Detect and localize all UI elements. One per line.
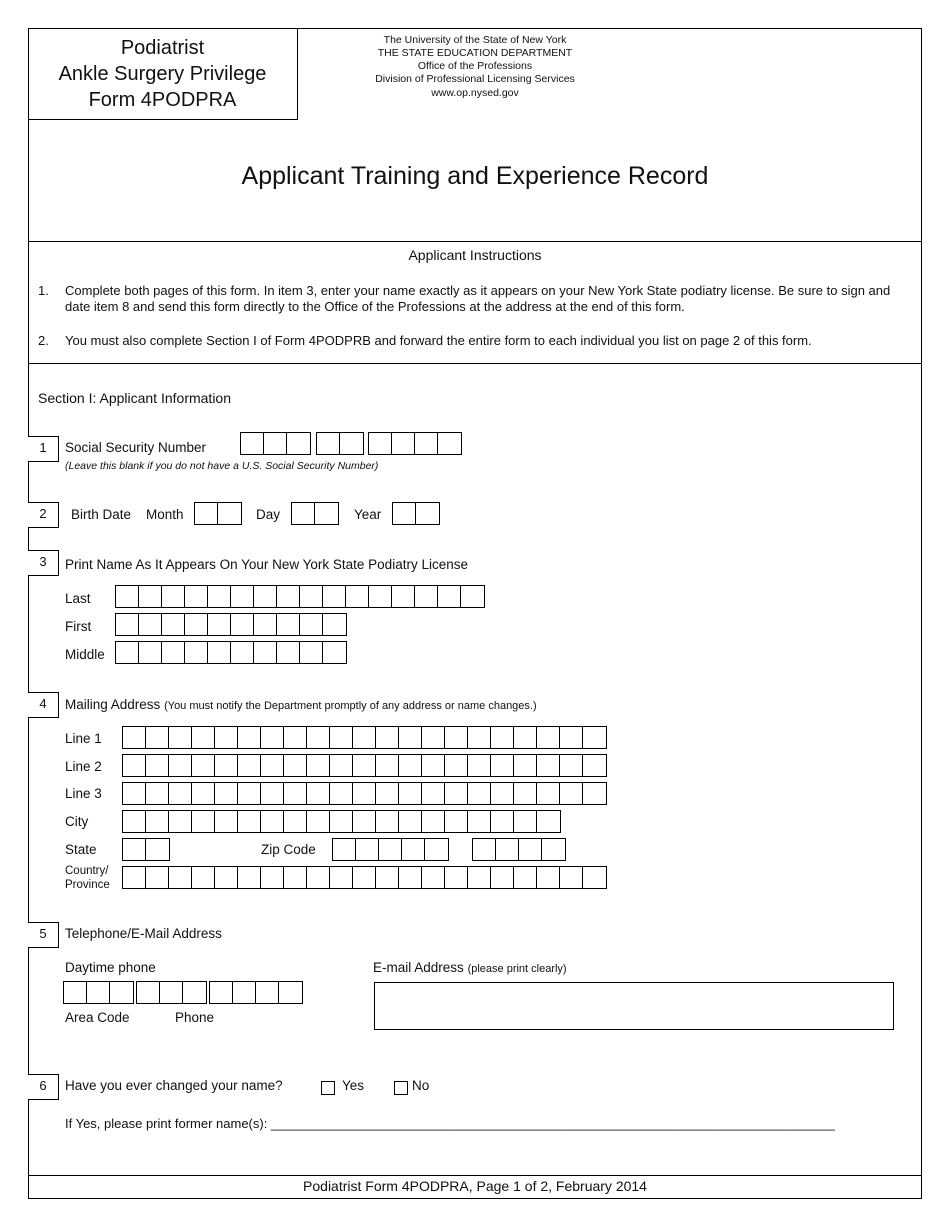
ssn-note: (Leave this blank if you do not have a U.S. Social Security Number)	[65, 460, 379, 472]
page-title: Applicant Training and Experience Record	[241, 162, 709, 190]
mailing-address-title: Mailing Address	[65, 697, 161, 712]
instruction-text: You must also complete Section I of Form 4PODPRB and forward the entire form to each individual you list on page 2 of this form.	[65, 333, 812, 348]
province-label-line: Province	[65, 879, 110, 891]
email-note: (please print clearly)	[467, 963, 567, 975]
ssn-label: Social Security Number	[65, 440, 207, 455]
agency-line: The University of the State of New York	[383, 34, 567, 46]
birth-year-label: Year	[354, 507, 382, 522]
ssn-part-2[interactable]	[316, 432, 364, 455]
area-code-input[interactable]	[63, 981, 134, 1004]
state-input[interactable]	[122, 838, 170, 861]
form-title-box	[28, 28, 298, 120]
city-input[interactable]	[122, 810, 561, 833]
agency-website: www.op.nysed.gov	[431, 87, 519, 99]
agency-line: THE STATE EDUCATION DEPARTMENT	[377, 47, 573, 59]
agency-line: Office of the Professions	[417, 60, 533, 72]
yes-label: Yes	[342, 1078, 365, 1093]
instruction-number: 2.	[38, 333, 49, 348]
yes-checkbox[interactable]	[321, 1081, 335, 1095]
form-title-line-1: Podiatrist	[120, 37, 205, 59]
mailing-address-note: (You must notify the Department promptly of any address or name changes.)	[164, 700, 537, 712]
address-line-1-label: Line 1	[65, 731, 102, 746]
last-name-label: Last	[65, 591, 91, 606]
address-line-2-label: Line 2	[65, 759, 102, 774]
mailing-address-label	[65, 697, 537, 712]
ssn-part-1[interactable]	[240, 432, 311, 455]
former-names-field[interactable]: If Yes, please print former name(s): ______________________________________________________________________________	[65, 1116, 835, 1131]
no-checkbox[interactable]	[394, 1081, 408, 1095]
birth-date-label: Birth Date	[71, 507, 132, 522]
item-number-2: 2	[28, 502, 59, 528]
item-number-1: 1	[28, 436, 59, 462]
instruction-number: 1.	[38, 283, 49, 298]
instruction-item-2	[38, 333, 908, 349]
item-number-3: 3	[28, 550, 59, 576]
email-label	[373, 960, 567, 975]
divider	[28, 241, 922, 242]
address-line-1-input[interactable]	[122, 726, 607, 749]
item-number-4: 4	[28, 692, 59, 718]
form-title-line-3: Form 4PODPRA	[88, 89, 237, 111]
phone-prefix-input[interactable]	[136, 981, 207, 1004]
item-number-6: 6	[28, 1074, 59, 1100]
state-label: State	[65, 842, 97, 857]
first-name-label: First	[65, 619, 92, 634]
zip-input[interactable]	[332, 838, 449, 861]
name-change-question: Have you ever changed your name?	[65, 1078, 283, 1093]
section-title: Section I: Applicant Information	[38, 390, 231, 406]
last-name-input[interactable]	[115, 585, 485, 608]
birth-month-label: Month	[146, 507, 184, 522]
daytime-phone-label: Daytime phone	[65, 960, 156, 975]
divider	[28, 363, 922, 364]
address-line-2-input[interactable]	[122, 754, 607, 777]
email-title: E-mail Address	[373, 960, 464, 975]
email-input[interactable]	[374, 982, 894, 1030]
country-input[interactable]	[122, 866, 607, 889]
middle-name-input[interactable]	[115, 641, 347, 664]
instruction-item-1	[38, 283, 908, 315]
license-name-label: Print Name As It Appears On Your New York State Podiatry License	[65, 557, 468, 572]
area-code-label: Area Code	[65, 1010, 130, 1025]
address-line-3-label: Line 3	[65, 786, 102, 801]
country-label	[65, 864, 110, 892]
phone-line-input[interactable]	[209, 981, 303, 1004]
ssn-part-3[interactable]	[368, 432, 462, 455]
middle-name-label: Middle	[65, 647, 105, 662]
agency-line: Division of Professional Licensing Services	[375, 73, 575, 85]
form-title-line-2: Ankle Surgery Privilege	[58, 63, 267, 85]
no-label: No	[412, 1078, 430, 1093]
birth-month-input[interactable]	[194, 502, 242, 525]
address-line-3-input[interactable]	[122, 782, 607, 805]
birth-day-input[interactable]	[291, 502, 339, 525]
phone-label: Phone	[175, 1010, 215, 1025]
instruction-text: Complete both pages of this form. In item 3, enter your name exactly as it appears on your New York State podiatry license. Be sure to sign and date item 8 and send this form directly to the Office of the Professions at the address at the end of this form.	[65, 283, 891, 314]
zip-extension-input[interactable]	[472, 838, 566, 861]
instructions-heading: Applicant Instructions	[408, 247, 542, 263]
birth-year-input[interactable]	[392, 502, 440, 525]
footer: Podiatrist Form 4PODPRA, Page 1 of 2, February 2014	[28, 1174, 922, 1199]
item-number-5: 5	[28, 922, 59, 948]
agency-block	[330, 34, 620, 100]
city-label: City	[65, 814, 89, 829]
zip-label: Zip Code	[261, 842, 316, 857]
first-name-input[interactable]	[115, 613, 347, 636]
country-label-line: Country/	[65, 865, 109, 877]
birth-day-label: Day	[256, 507, 281, 522]
telephone-email-label: Telephone/E-Mail Address	[65, 926, 222, 941]
